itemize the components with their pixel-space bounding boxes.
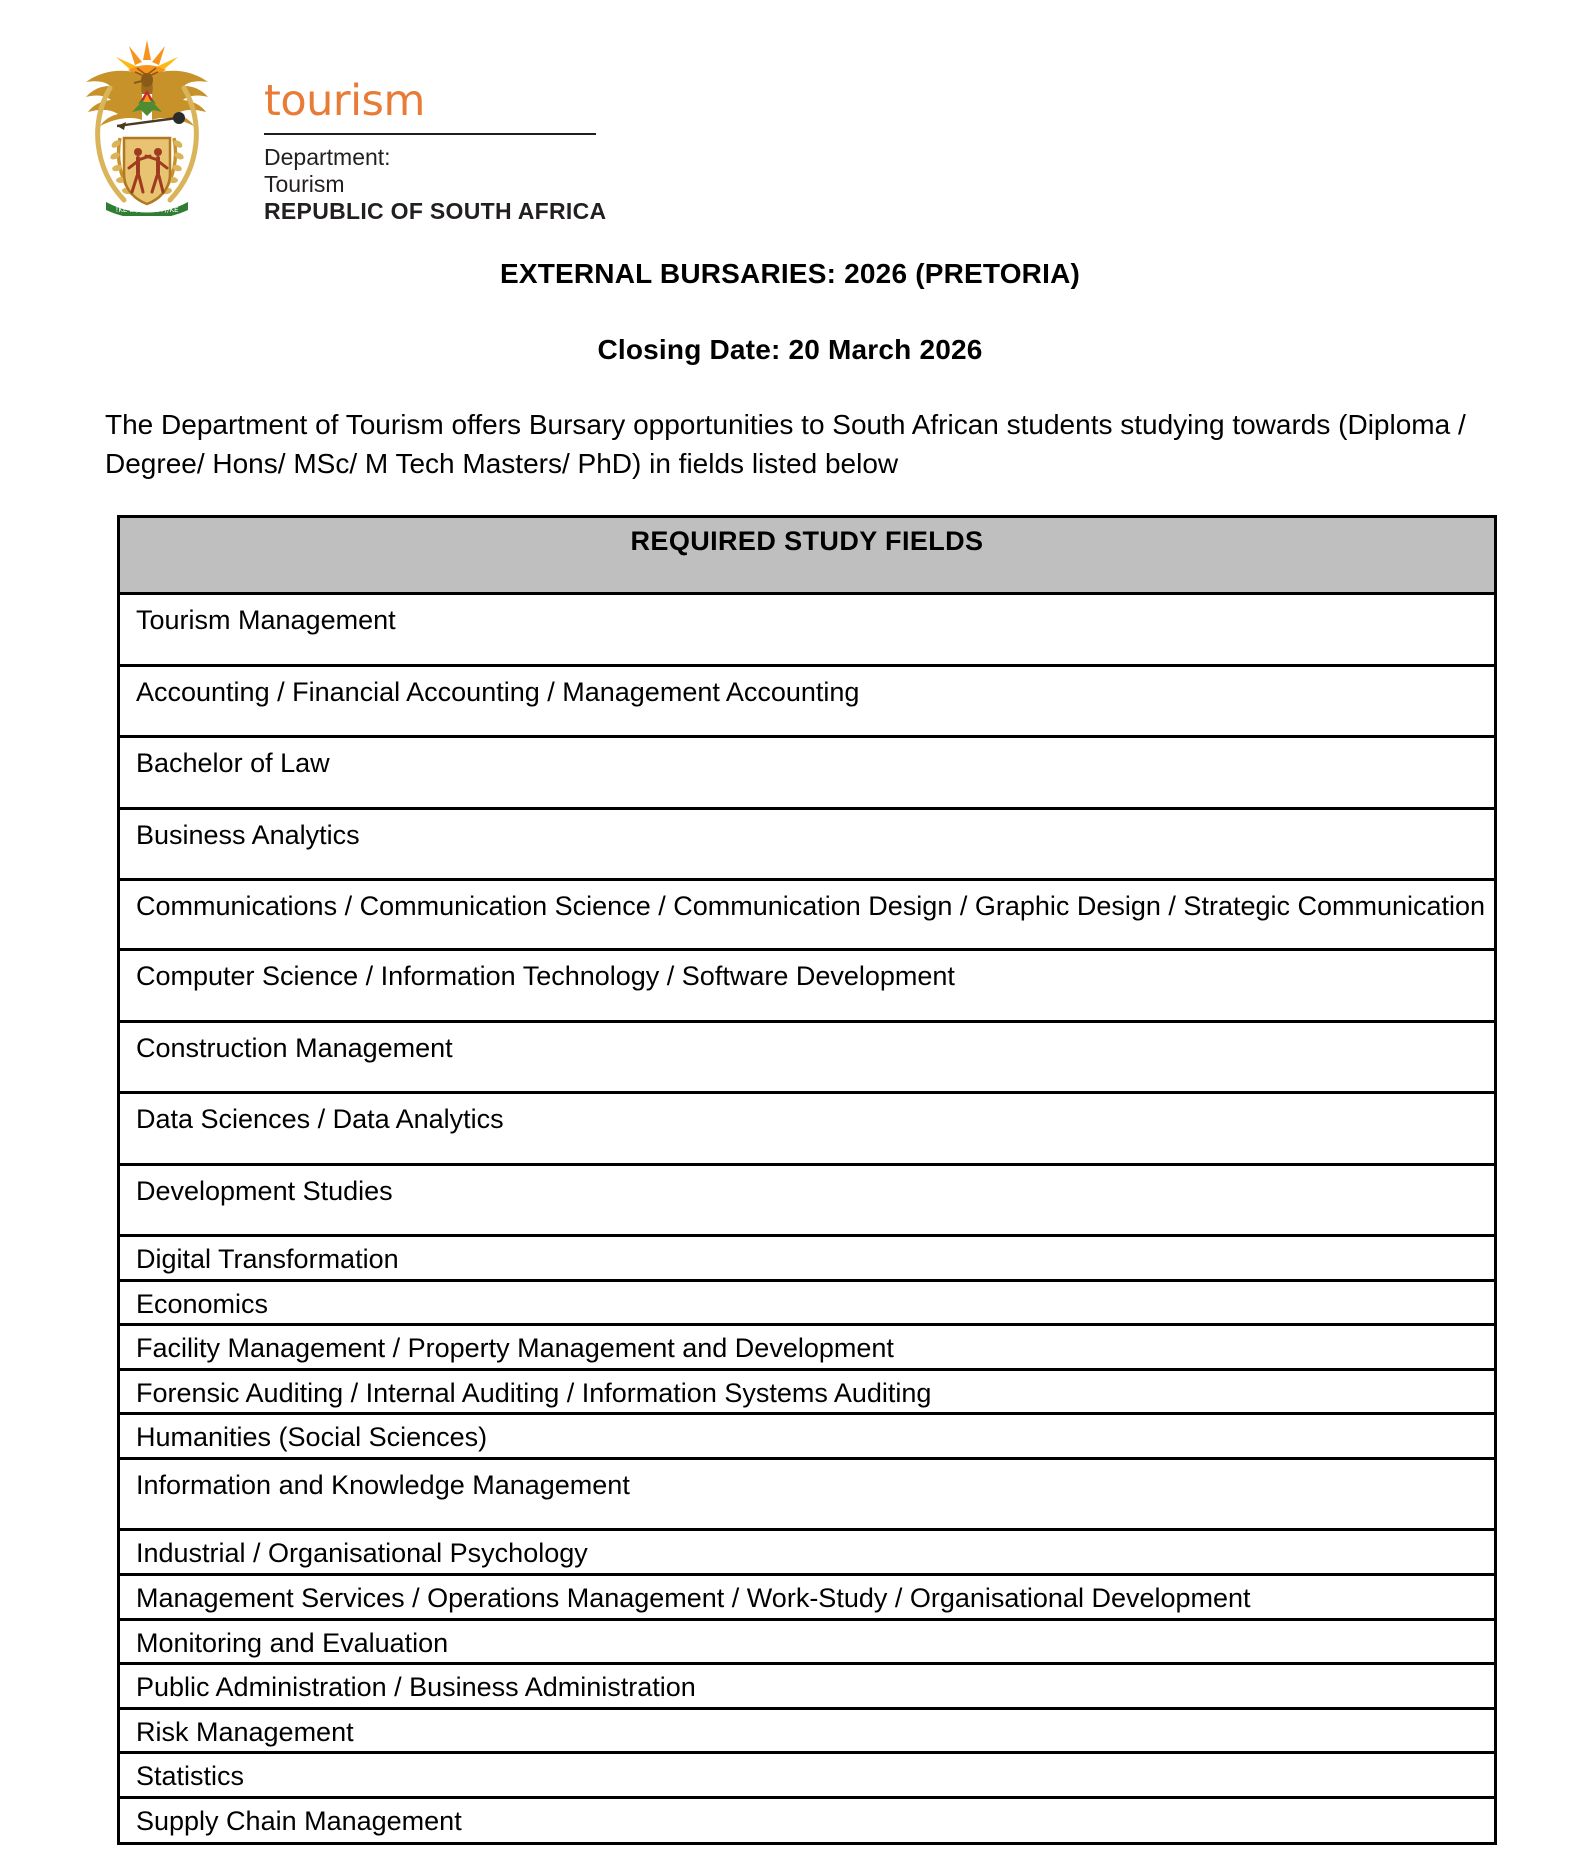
page-title: EXTERNAL BURSARIES: 2026 (PRETORIA) bbox=[499, 258, 1081, 289]
study-field-cell bbox=[119, 665, 1496, 737]
study-field-label: Humanities (Social Sciences) bbox=[136, 1422, 488, 1453]
study-field-cell bbox=[119, 1093, 1496, 1165]
department-name: Tourism bbox=[264, 170, 345, 197]
table-body bbox=[119, 594, 1496, 1844]
study-field-label: Accounting / Financial Accounting / Management Accounting bbox=[136, 676, 860, 707]
table-row bbox=[119, 949, 1496, 1021]
study-field-label: Bachelor of Law bbox=[136, 748, 330, 779]
study-field-label: Data Sciences / Data Analytics bbox=[136, 1104, 504, 1135]
study-field-label: Supply Chain Management bbox=[136, 1805, 462, 1836]
study-field-cell bbox=[119, 737, 1496, 809]
logo-text-block bbox=[264, 34, 606, 225]
study-field-label: Digital Transformation bbox=[136, 1244, 399, 1275]
south-africa-coat-of-arms-icon bbox=[72, 34, 222, 216]
table-row bbox=[119, 1369, 1496, 1414]
study-field-label: Construction Management bbox=[136, 1032, 453, 1063]
study-field-cell bbox=[119, 1530, 1496, 1575]
letterhead bbox=[0, 0, 1580, 224]
table-row bbox=[119, 880, 1496, 950]
study-field-cell bbox=[119, 594, 1496, 666]
study-field-label: Forensic Auditing / Internal Auditing / Information Systems Auditing bbox=[136, 1377, 932, 1408]
table-row bbox=[119, 1414, 1496, 1459]
study-field-label: Public Administration / Business Administration bbox=[136, 1672, 696, 1703]
svg-text:!KE E:/XARRA //KE: !KE E:/XARRA //KE bbox=[115, 206, 179, 214]
study-field-cell bbox=[119, 1708, 1496, 1753]
country-line: REPUBLIC OF SOUTH AFRICA bbox=[264, 197, 607, 224]
study-field-label: Computer Science / Information Technology / Software Development bbox=[136, 960, 955, 991]
study-field-label: Risk Management bbox=[136, 1716, 354, 1747]
closing-date-subtitle: Closing Date: 20 March 2026 bbox=[597, 334, 983, 365]
study-field-label: Tourism Management bbox=[136, 605, 396, 636]
study-field-cell bbox=[119, 1164, 1496, 1236]
study-field-cell bbox=[119, 1575, 1496, 1620]
study-field-cell bbox=[119, 1797, 1496, 1844]
table-row bbox=[119, 1530, 1496, 1575]
study-field-cell bbox=[119, 1753, 1496, 1798]
study-field-cell bbox=[119, 1458, 1496, 1530]
table-row bbox=[119, 1708, 1496, 1753]
table-row bbox=[119, 1093, 1496, 1165]
department-label: Department: bbox=[264, 144, 391, 170]
study-field-label: Economics bbox=[136, 1288, 269, 1319]
study-field-label: Business Analytics bbox=[136, 819, 360, 850]
study-field-label: Statistics bbox=[136, 1761, 245, 1792]
study-field-cell bbox=[119, 1280, 1496, 1325]
study-field-cell bbox=[119, 1236, 1496, 1281]
study-field-cell bbox=[119, 1021, 1496, 1093]
table-row bbox=[119, 594, 1496, 666]
study-field-label: Management Services / Operations Management / Work-Study / Organisational Development bbox=[136, 1583, 1251, 1613]
logo-divider-rule bbox=[264, 133, 596, 135]
study-field-cell bbox=[119, 1619, 1496, 1664]
intro-paragraph: The Department of Tourism offers Bursary opportunities to South African students studying towards (Diploma / Degree/ Hons/ MSc/ M Tech Masters/ PhD) in fields listed below bbox=[105, 409, 1466, 479]
table-row bbox=[119, 1619, 1496, 1664]
table-row bbox=[119, 1280, 1496, 1325]
study-field-label: Industrial / Organisational Psychology bbox=[136, 1538, 588, 1569]
study-field-label: Monitoring and Evaluation bbox=[136, 1627, 449, 1658]
table-row bbox=[119, 1664, 1496, 1709]
table-row bbox=[119, 665, 1496, 737]
study-field-cell bbox=[119, 1325, 1496, 1370]
study-field-cell bbox=[119, 949, 1496, 1021]
study-field-cell bbox=[119, 1414, 1496, 1459]
table-row bbox=[119, 1325, 1496, 1370]
tourism-wordmark: tourism bbox=[264, 76, 425, 126]
study-field-label: Communications / Communication Science / Communication Design / Graphic Design / Strategic Communication bbox=[136, 891, 1486, 922]
study-field-cell bbox=[119, 1369, 1496, 1414]
table-row bbox=[119, 1753, 1496, 1798]
table-row bbox=[119, 1575, 1496, 1620]
study-field-cell bbox=[119, 808, 1496, 880]
study-field-label: Information and Knowledge Management bbox=[136, 1469, 630, 1500]
study-field-label: Development Studies bbox=[136, 1175, 393, 1206]
table-row bbox=[119, 737, 1496, 809]
study-field-label: Facility Management / Property Management and Development bbox=[136, 1333, 894, 1364]
study-field-cell bbox=[119, 880, 1496, 950]
table-header-row bbox=[119, 517, 1496, 594]
table-row bbox=[119, 1797, 1496, 1844]
table-row bbox=[119, 808, 1496, 880]
table-row bbox=[119, 1021, 1496, 1093]
required-study-fields-table bbox=[117, 515, 1497, 1845]
table-row bbox=[119, 1236, 1496, 1281]
table-header-cell: REQUIRED STUDY FIELDS bbox=[119, 517, 1496, 594]
table-row bbox=[119, 1458, 1496, 1530]
table-row bbox=[119, 1164, 1496, 1236]
study-field-cell bbox=[119, 1664, 1496, 1709]
